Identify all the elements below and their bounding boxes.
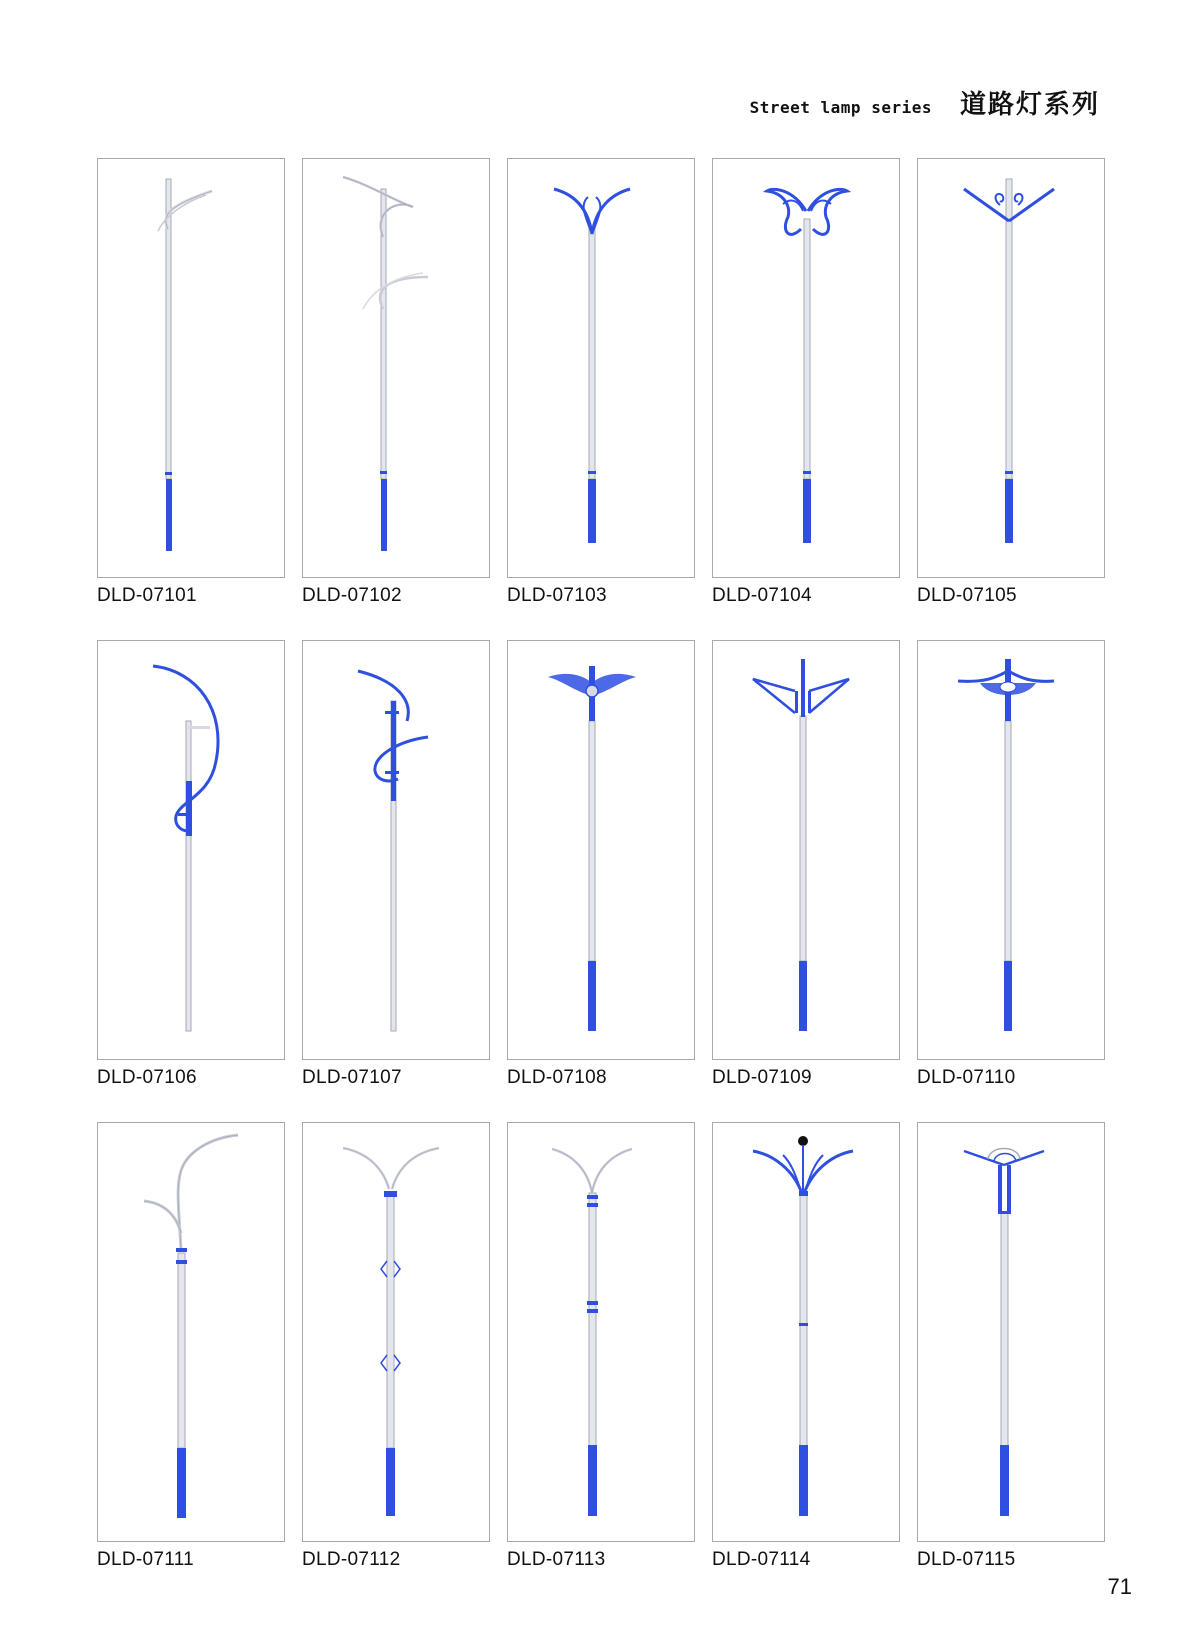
lamp-pole-illustration — [508, 159, 694, 577]
product-code: DLD-07103 — [507, 585, 607, 606]
product-image-frame — [97, 158, 285, 578]
product-card[interactable] — [712, 640, 900, 1089]
product-code: DLD-07101 — [97, 585, 197, 606]
product-code: DLD-07112 — [302, 1549, 401, 1570]
product-image-frame — [917, 640, 1105, 1060]
product-card[interactable] — [97, 640, 285, 1089]
product-code: DLD-07107 — [302, 1067, 402, 1088]
product-image-frame — [302, 640, 490, 1060]
lamp-pole-illustration — [303, 159, 489, 577]
product-card[interactable] — [97, 158, 285, 607]
product-card[interactable] — [917, 1122, 1105, 1571]
product-image-frame — [917, 1122, 1105, 1542]
product-image-frame — [302, 158, 490, 578]
lamp-pole-illustration — [918, 1123, 1104, 1541]
product-image-frame — [507, 1122, 695, 1542]
product-code: DLD-07110 — [917, 1067, 1016, 1088]
product-code: DLD-07106 — [97, 1067, 197, 1088]
product-image-frame — [712, 158, 900, 578]
product-code: DLD-07114 — [712, 1549, 811, 1570]
lamp-pole-illustration — [98, 159, 284, 577]
product-image-frame — [97, 640, 285, 1060]
product-image-frame — [712, 1122, 900, 1542]
product-card[interactable] — [712, 158, 900, 607]
lamp-pole-illustration — [98, 1123, 284, 1541]
product-grid — [97, 158, 1107, 1604]
lamp-pole-illustration — [918, 641, 1104, 1059]
product-card[interactable] — [302, 158, 490, 607]
product-card[interactable] — [97, 1122, 285, 1571]
product-code: DLD-07113 — [507, 1549, 606, 1570]
lamp-pole-illustration — [508, 641, 694, 1059]
product-image-frame — [507, 640, 695, 1060]
product-code: DLD-07102 — [302, 585, 402, 606]
product-code: DLD-07108 — [507, 1067, 607, 1088]
header-title-cn: 道路灯系列 — [959, 90, 1100, 120]
product-card[interactable] — [507, 640, 695, 1089]
product-code: DLD-07105 — [917, 585, 1017, 606]
product-card[interactable] — [302, 1122, 490, 1571]
product-code: DLD-07111 — [97, 1549, 195, 1570]
product-image-frame — [302, 1122, 490, 1542]
lamp-pole-illustration — [98, 641, 284, 1059]
product-card[interactable] — [507, 158, 695, 607]
product-card[interactable] — [302, 640, 490, 1089]
product-image-frame — [712, 640, 900, 1060]
product-code: DLD-07109 — [712, 1067, 812, 1088]
lamp-pole-illustration — [303, 1123, 489, 1541]
lamp-pole-illustration — [508, 1123, 694, 1541]
product-card[interactable] — [917, 640, 1105, 1089]
page-number: 71 — [1107, 1574, 1132, 1599]
lamp-pole-illustration — [713, 159, 899, 577]
product-code: DLD-07104 — [712, 585, 812, 606]
product-row-1 — [97, 158, 1107, 640]
lamp-pole-illustration — [918, 159, 1104, 577]
product-image-frame — [507, 158, 695, 578]
lamp-pole-illustration — [303, 641, 489, 1059]
product-card[interactable] — [507, 1122, 695, 1571]
product-image-frame — [917, 158, 1105, 578]
lamp-pole-illustration — [713, 641, 899, 1059]
header-title-en: Street lamp series — [749, 98, 932, 117]
lamp-pole-illustration — [713, 1123, 899, 1541]
product-row-3 — [97, 1122, 1107, 1604]
page-header — [750, 84, 1100, 121]
product-image-frame — [97, 1122, 285, 1542]
product-card[interactable] — [917, 158, 1105, 607]
product-card[interactable] — [712, 1122, 900, 1571]
product-row-2 — [97, 640, 1107, 1122]
product-code: DLD-07115 — [917, 1549, 1016, 1570]
